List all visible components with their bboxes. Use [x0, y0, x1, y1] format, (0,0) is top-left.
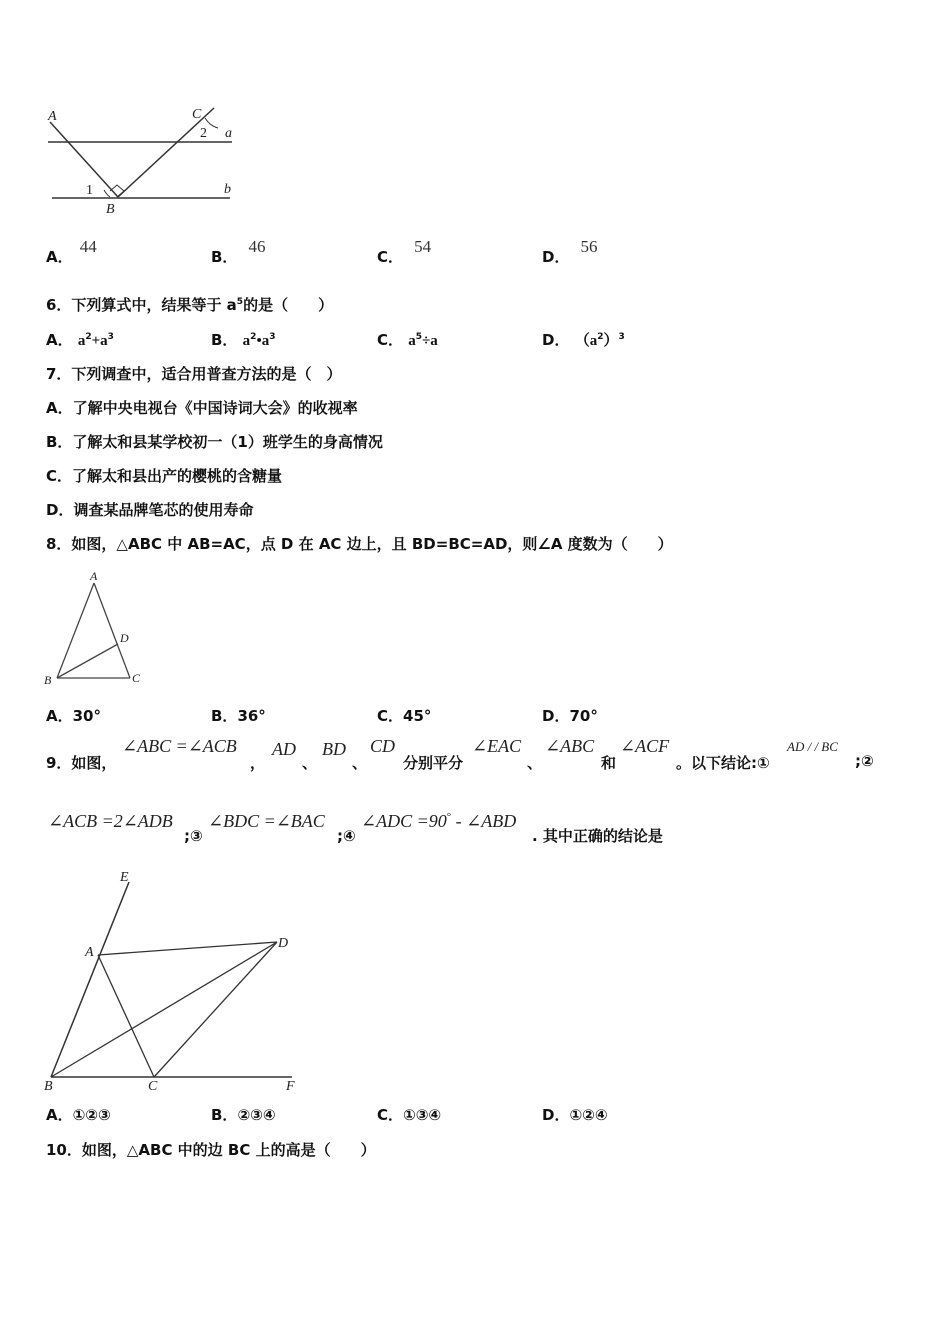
q9-text-and: 和 [601, 754, 617, 772]
point-b-label: B [106, 202, 115, 217]
q5-figure [40, 100, 250, 225]
option-exponent: 2 [597, 332, 604, 342]
option-letter: A． [46, 1106, 73, 1124]
q8-option-c[interactable] [377, 705, 431, 726]
q9-text-bisect: 分别平分 [403, 754, 464, 772]
q6-stem-text: 6．下列算式中，结果等于 a [46, 296, 237, 314]
degree-symbol: ° [446, 811, 452, 823]
q9-figure [40, 865, 305, 1095]
point-d-label: D [278, 936, 289, 951]
option-letter: A． [46, 707, 73, 725]
point-e-label: E [120, 870, 129, 885]
segment-ab [50, 122, 118, 197]
option-exponent: 5 [415, 332, 423, 342]
segment-ad [98, 942, 277, 955]
q9-option-a[interactable] [46, 1104, 111, 1125]
option-value: ①③④ [403, 1106, 442, 1124]
option-letter: D． [542, 331, 570, 349]
q8-option-a[interactable] [46, 705, 101, 726]
q9-math-angle-equality: ∠ABC =∠ACB [122, 736, 237, 756]
q9-text-item3: ;③ [184, 827, 203, 845]
q9-option-d[interactable] [542, 1104, 608, 1125]
option-letter: D． [542, 248, 570, 266]
ray-be [51, 882, 129, 1077]
option-text: （a [574, 333, 598, 349]
point-b-label: B [44, 673, 52, 687]
q9-text-question: . 其中正确的结论是 [532, 827, 663, 845]
option-value: 56 [580, 237, 598, 256]
option-value: 54 [414, 237, 432, 256]
q8-option-b[interactable] [211, 705, 266, 726]
q6-option-c[interactable] [377, 329, 438, 350]
q6-stem-tail: 的是（ ） [243, 296, 334, 314]
q9-math-adc-abd [361, 811, 516, 832]
q9-math-abd-part: - ∠ABD [451, 811, 517, 831]
option-text: ÷a [422, 333, 438, 349]
option-text: +a [91, 333, 108, 349]
option-value: ①②③ [72, 1106, 111, 1124]
option-value: 30° [72, 707, 101, 725]
option-value: 70° [569, 707, 598, 725]
option-value: ①②④ [569, 1106, 608, 1124]
q9-math-angle-abc: ∠ABC [545, 736, 595, 756]
q7-option-a[interactable]: A．了解中央电视台《中国诗词大会》的收视率 [46, 399, 358, 417]
q8-option-d[interactable] [542, 705, 598, 726]
option-value: 45° [403, 707, 432, 725]
q6-option-a[interactable] [46, 329, 114, 350]
option-text: ） [603, 333, 619, 349]
q5-option-b[interactable] [211, 237, 266, 267]
option-exponent: 2 [85, 332, 92, 342]
q9-text-conclusions: 。以下结论:① [676, 754, 770, 772]
q9-separator: 、 [302, 754, 318, 772]
option-letter: C． [377, 331, 404, 349]
option-letter: B． [211, 331, 238, 349]
point-b-label: B [44, 1079, 53, 1094]
segment-bd [51, 942, 277, 1077]
q9-math-angle-eac: ∠EAC [472, 736, 522, 756]
segment-ab [57, 583, 94, 678]
angle1-arc [104, 190, 110, 197]
option-letter: D． [542, 1106, 570, 1124]
option-value: 46 [248, 237, 266, 256]
q9-math-bd: BD [322, 739, 346, 759]
option-letter: C． [377, 1106, 404, 1124]
option-letter: A． [46, 248, 73, 266]
q6-stem-exponent: 5 [236, 297, 244, 307]
segment-ac [98, 955, 154, 1077]
q7-option-b[interactable]: B．了解太和县某学校初一（1）班学生的身高情况 [46, 433, 383, 451]
angle1-label: 1 [86, 183, 93, 198]
option-letter: C． [377, 707, 404, 725]
segment-bd [57, 644, 118, 678]
point-c-label: C [132, 671, 141, 685]
point-f-label: F [286, 1079, 295, 1094]
q9-text-item4: ;④ [337, 827, 356, 845]
option-text: •a [256, 333, 270, 349]
point-c-label: C [192, 107, 202, 122]
q9-option-c[interactable] [377, 1104, 441, 1125]
q5-option-a[interactable] [46, 237, 97, 267]
option-letter: B． [211, 248, 238, 266]
q7-stem: 7．下列调查中，适合用普查方法的是（ ） [46, 365, 342, 383]
q9-math-cd: CD [370, 736, 396, 756]
option-letter: D． [542, 707, 570, 725]
q9-math-parallel: AD / / BC [787, 739, 838, 754]
option-text: a [242, 333, 251, 349]
option-letter: C． [377, 248, 404, 266]
option-exponent: 3 [269, 332, 276, 342]
point-a-label: A [85, 945, 94, 960]
q5-option-c[interactable] [377, 237, 432, 267]
option-exponent: 3 [107, 332, 114, 342]
option-exponent: 2 [250, 332, 257, 342]
q8-figure [40, 568, 150, 693]
q9-math-angle-acf: ∠ACF [620, 736, 670, 756]
option-text: a [77, 333, 86, 349]
line-a-label: a [225, 126, 232, 141]
q7-option-c[interactable]: C．了解太和县出产的樱桃的含糖量 [46, 467, 283, 485]
q9-lead: 9．如图， [46, 754, 117, 772]
q9-math-ad: AD [272, 739, 296, 759]
option-value: 36° [237, 707, 266, 725]
q10-stem: 10．如图，△ABC 中的边 BC 上的高是（ ） [46, 1141, 376, 1159]
option-value: ②③④ [237, 1106, 276, 1124]
point-a-label: A [90, 569, 98, 583]
option-letter: A． [46, 331, 73, 349]
q6-stem [46, 294, 333, 315]
q9-option-b[interactable] [211, 1104, 276, 1125]
q9-separator: 、 [527, 754, 543, 772]
q7-option-d[interactable]: D．调查某品牌笔芯的使用寿命 [46, 501, 254, 519]
q8-stem: 8．如图，△ABC 中 AB=AC，点 D 在 AC 边上，且 BD=BC=AD，则∠A 度数为（ ） [46, 535, 673, 553]
point-d-label: D [120, 631, 129, 645]
option-letter: B． [211, 1106, 238, 1124]
angle2-label: 2 [200, 126, 207, 141]
option-letter: B． [211, 707, 238, 725]
q9-text-item2: ;② [855, 752, 874, 770]
q5-option-d[interactable] [542, 237, 598, 267]
option-value: 44 [79, 237, 97, 256]
option-exponent: 3 [618, 332, 625, 342]
q9-math-adc-part: ∠ADC =90 [361, 811, 447, 831]
line-b-label: b [224, 182, 231, 197]
q6-option-d[interactable] [542, 329, 625, 350]
point-c-label: C [148, 1079, 158, 1094]
q6-option-b[interactable] [211, 329, 275, 350]
q9-math-acb-adb: ∠ACB =2∠ADB [48, 811, 173, 831]
q9-comma: ， [250, 754, 266, 772]
q9-separator: 、 [352, 754, 368, 772]
point-a-label: A [48, 109, 57, 124]
q9-math-bdc-bac: ∠BDC =∠BAC [208, 811, 325, 831]
segment-cd [154, 942, 277, 1077]
option-text: a [408, 333, 416, 349]
